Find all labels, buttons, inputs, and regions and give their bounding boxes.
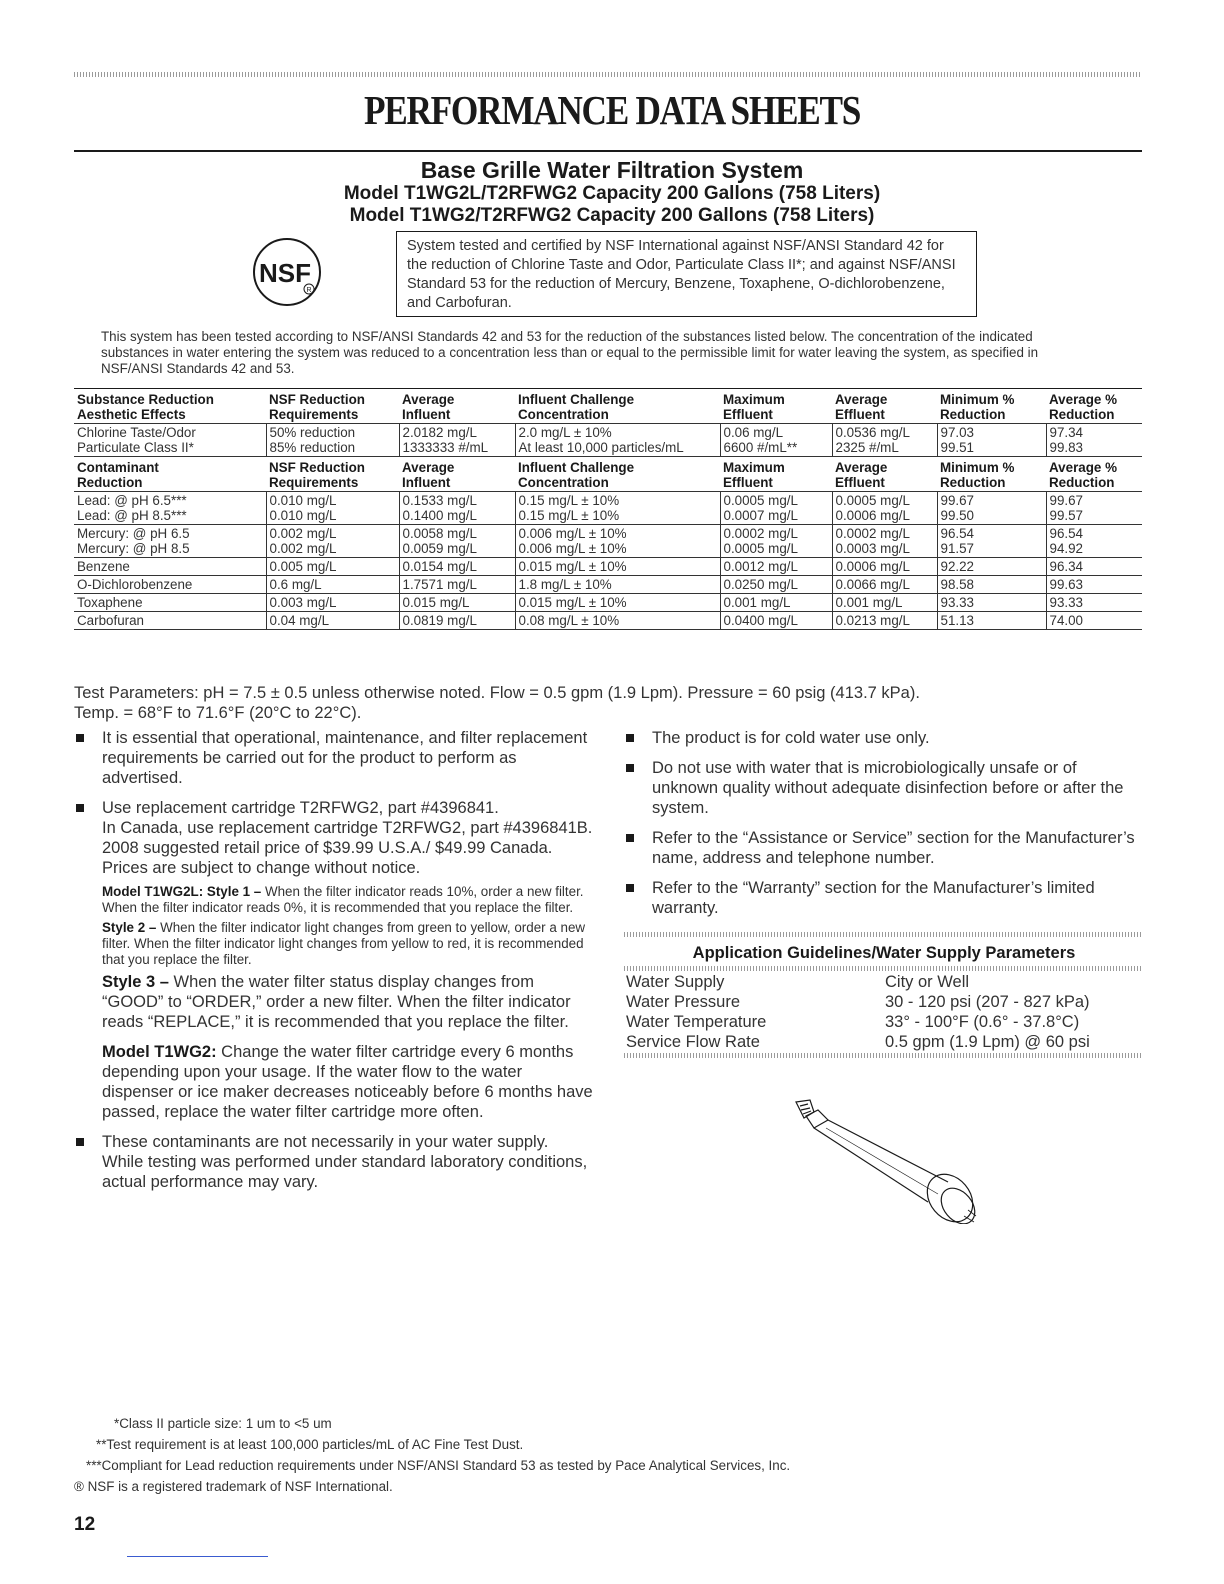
table-cell: 98.58 — [937, 576, 1046, 594]
table-cell: 0.0536 mg/L 2325 #/mL — [832, 424, 937, 457]
footnote-2: **Test requirement is at least 100,000 particles/mL of AC Fine Test Dust. — [96, 1437, 524, 1452]
table-cell: 0.1533 mg/L 0.1400 mg/L — [399, 492, 515, 525]
table-cell: Carbofuran — [74, 612, 266, 630]
style1-text: When the filter indicator reads 10%, order a new filter. When the filter indicator reads 0%, it is recommended that you replace the filter. — [102, 884, 584, 915]
test-parameters-line-1: Test Parameters: pH = 7.5 ± 0.5 unless otherwise noted. Flow = 0.5 gpm (1.9 Lpm). Pressure = 60 psig (413.7 kPa). — [74, 684, 920, 702]
bullet-item — [624, 878, 1144, 918]
table-header-cell: Contaminant Reduction — [74, 457, 266, 492]
table-cell: 0.015 mg/L ± 10% — [515, 594, 720, 612]
table-cell: 1.7571 mg/L — [399, 576, 515, 594]
table-cell: 0.0005 mg/L 0.0007 mg/L — [720, 492, 832, 525]
table-cell: 99.67 99.57 — [1046, 492, 1142, 525]
table-cell: 0.0400 mg/L — [720, 612, 832, 630]
bullet-square-icon — [76, 804, 84, 812]
application-table — [626, 972, 1142, 1052]
table-row — [74, 576, 1142, 594]
param-value: 30 - 120 psi (207 - 827 kPa) — [885, 993, 1090, 1011]
table-cell: 0.005 mg/L — [266, 558, 399, 576]
table-header-cell: NSF Reduction Requirements — [266, 457, 399, 492]
table-cell: 0.015 mg/L — [399, 594, 515, 612]
bullet-text: Refer to the “Warranty” section for the Manufacturer’s limited warranty. — [652, 879, 1095, 917]
svg-text:R: R — [306, 287, 312, 294]
table-row — [74, 424, 1142, 457]
table-cell: 74.00 — [1046, 612, 1142, 630]
table-header-cell: Influent Challenge Concentration — [515, 457, 720, 492]
table-cell: 0.0005 mg/L 0.0006 mg/L — [832, 492, 937, 525]
table-header-cell: Maximum Effluent — [720, 457, 832, 492]
style3-note — [102, 972, 594, 1032]
table-row — [626, 972, 1142, 992]
table-header-row — [74, 389, 1142, 424]
bullet-text: Use replacement cartridge T2RFWG2, part #4396841. — [102, 799, 499, 817]
table-cell: 96.54 94.92 — [1046, 525, 1142, 558]
bullet-square-icon — [626, 734, 634, 742]
table-cell: 0.6 mg/L — [266, 576, 399, 594]
table-header-cell: Average Effluent — [832, 457, 937, 492]
table-cell: 0.0002 mg/L 0.0003 mg/L — [832, 525, 937, 558]
top-hatch-rule — [74, 72, 1142, 77]
table-cell: 99.63 — [1046, 576, 1142, 594]
table-header-cell: Maximum Effluent — [720, 389, 832, 424]
table-cell: 99.67 99.50 — [937, 492, 1046, 525]
nsf-certification-box: System tested and certified by NSF International against NSF/ANSI Standard 42 for the reduction of Chlorine Taste and Odor, Particulate Class II*; and against NSF/ANSI Standard 53 for the reduction of Mercury, Benzene, Toxaphene, O-dichlorobenzene, and Carbofuran. — [396, 231, 977, 317]
bullet-square-icon — [626, 834, 634, 842]
table-cell: 0.0058 mg/L 0.0059 mg/L — [399, 525, 515, 558]
table-cell: 51.13 — [937, 612, 1046, 630]
bullet-item — [74, 728, 594, 788]
style2-label: Style 2 – — [102, 920, 161, 935]
table-header-row — [74, 457, 1142, 492]
bullet-item — [624, 728, 1144, 748]
param-value: 33° - 100°F (0.6° - 37.8°C) — [885, 1013, 1080, 1031]
table-header-cell: NSF Reduction Requirements — [266, 389, 399, 424]
table-row — [74, 525, 1142, 558]
bullet-text: In Canada, use replacement cartridge T2RFWG2, part #4396841B. 2008 suggested retail price of $39.99 U.S.A./ $49.99 Canada. Prices are subject to change without notice. — [102, 819, 593, 877]
table-cell: 1.8 mg/L ± 10% — [515, 576, 720, 594]
param-label: Water Temperature — [626, 1013, 767, 1031]
table-cell: 97.34 99.83 — [1046, 424, 1142, 457]
style1-label: Model T1WG2L: Style 1 – — [102, 884, 265, 899]
application-mid-hatch — [624, 966, 1142, 971]
table-cell: 0.0002 mg/L 0.0005 mg/L — [720, 525, 832, 558]
bullet-text: Do not use with water that is microbiologically unsafe or of unknown quality without adequate disinfection before or after the system. — [652, 759, 1124, 817]
table-header-cell: Substance Reduction Aesthetic Effects — [74, 389, 266, 424]
table-cell: 0.0066 mg/L — [832, 576, 937, 594]
table-cell: 0.0012 mg/L — [720, 558, 832, 576]
table-header-cell: Average % Reduction — [1046, 457, 1142, 492]
table-header-cell: Influent Challenge Concentration — [515, 389, 720, 424]
table-row — [626, 1032, 1142, 1052]
table-cell: 0.010 mg/L 0.010 mg/L — [266, 492, 399, 525]
table-header-cell: Minimum % Reduction — [937, 389, 1046, 424]
table-cell: 0.08 mg/L ± 10% — [515, 612, 720, 630]
test-parameters — [74, 683, 1154, 723]
table-cell: 96.54 91.57 — [937, 525, 1046, 558]
table-cell: 0.006 mg/L ± 10% 0.006 mg/L ± 10% — [515, 525, 720, 558]
table-cell: Lead: @ pH 6.5*** Lead: @ pH 8.5*** — [74, 492, 266, 525]
table-cell: Mercury: @ pH 6.5 Mercury: @ pH 8.5 — [74, 525, 266, 558]
t1wg2-note — [102, 1042, 594, 1122]
table-cell: Chlorine Taste/Odor Particulate Class II* — [74, 424, 266, 457]
table-row — [626, 1012, 1142, 1032]
table-header-cell: Minimum % Reduction — [937, 457, 1046, 492]
table-cell: 0.015 mg/L ± 10% — [515, 558, 720, 576]
bullet-square-icon — [76, 1138, 84, 1146]
style2-note — [102, 920, 594, 968]
style1-note — [102, 884, 594, 916]
style3-text: When the water filter status display changes from “GOOD” to “ORDER,” order a new filter. When the filter indicator reads “REPLACE,” it is recommended that you replace the filter. — [102, 973, 571, 1031]
footnotes — [74, 1413, 1074, 1497]
bullet-item — [624, 758, 1144, 818]
table-header-cell: Average Influent — [399, 457, 515, 492]
water-filter-cartridge-image — [788, 1098, 998, 1224]
style2-text: When the filter indicator light changes from green to yellow, order a new filter. When the filter indicator light changes from yellow to red, it is recommended that you replace the filter. — [102, 920, 586, 967]
table-cell: 0.04 mg/L — [266, 612, 399, 630]
bullet-text: It is essential that operational, maintenance, and filter replacement requirements be carried out for the product to perform as advertised. — [102, 729, 588, 787]
bullet-item — [74, 798, 594, 1122]
table-cell: 0.001 mg/L — [832, 594, 937, 612]
model-line-2: Model T1WG2/T2RFWG2 Capacity 200 Gallons (758 Liters) — [349, 205, 875, 226]
table-cell: Toxaphene — [74, 594, 266, 612]
page-number: 12 — [74, 1514, 96, 1535]
table-cell: 2.0 mg/L ± 10% At least 10,000 particles/mL — [515, 424, 720, 457]
footnote-4: ® NSF is a registered trademark of NSF International. — [74, 1479, 393, 1494]
bullet-item — [624, 828, 1144, 868]
table-cell: 97.03 99.51 — [937, 424, 1046, 457]
table-row — [74, 612, 1142, 630]
page-title: PERFORMANCE DATA SHEETS — [363, 87, 861, 133]
bullet-square-icon — [626, 884, 634, 892]
right-column — [624, 728, 1144, 928]
table-cell: 0.0154 mg/L — [399, 558, 515, 576]
table-cell: 0.15 mg/L ± 10% 0.15 mg/L ± 10% — [515, 492, 720, 525]
application-top-hatch — [624, 932, 1142, 937]
bullet-text: These contaminants are not necessarily in your water supply. While testing was performed under standard laboratory conditions, actual performance may vary. — [102, 1133, 588, 1191]
table-cell: 96.34 — [1046, 558, 1142, 576]
table-cell: 0.003 mg/L — [266, 594, 399, 612]
table-row — [74, 594, 1142, 612]
table-cell: 2.0182 mg/L 1333333 #/mL — [399, 424, 515, 457]
left-column — [74, 728, 594, 1202]
table-cell: 0.0819 mg/L — [399, 612, 515, 630]
intro-paragraph: This system has been tested according to NSF/ANSI Standards 42 and 53 for the reduction of the substances listed below. The concentration of the indicated substances in water entering the system was reduced to a concentration less than or equal to the permissible limit for water leaving the system, as specified in NSF/ANSI Standards 42 and 53. — [101, 329, 1039, 376]
table-cell: 0.06 mg/L 6600 #/mL** — [720, 424, 832, 457]
nsf-logo-text: NSF — [259, 258, 311, 288]
bullet-item — [74, 1132, 594, 1192]
footnote-1: *Class II particle size: 1 um to <5 um — [114, 1416, 332, 1431]
bullet-square-icon — [76, 734, 84, 742]
product-subtitle: Base Grille Water Filtration System — [420, 157, 804, 183]
nsf-logo-icon — [252, 237, 322, 307]
param-label: Water Supply — [626, 973, 725, 991]
param-label: Water Pressure — [626, 993, 741, 1011]
param-value: 0.5 gpm (1.9 Lpm) @ 60 psi — [885, 1033, 1090, 1051]
bullet-square-icon — [626, 764, 634, 772]
title-underline — [74, 150, 1142, 152]
style3-label: Style 3 – — [102, 973, 174, 991]
param-label: Service Flow Rate — [626, 1033, 760, 1051]
table-cell: O-Dichlorobenzene — [74, 576, 266, 594]
table-header-cell: Average % Reduction — [1046, 389, 1142, 424]
table-cell: 50% reduction 85% reduction — [266, 424, 399, 457]
table-row — [74, 558, 1142, 576]
application-bottom-hatch — [624, 1053, 1142, 1058]
table-cell: 0.0250 mg/L — [720, 576, 832, 594]
table-cell: 0.0006 mg/L — [832, 558, 937, 576]
table-cell: 92.22 — [937, 558, 1046, 576]
table-cell: Benzene — [74, 558, 266, 576]
table-cell: 0.0213 mg/L — [832, 612, 937, 630]
bottom-line — [127, 1556, 268, 1557]
table-row — [626, 992, 1142, 1012]
table-cell: 0.001 mg/L — [720, 594, 832, 612]
bullet-text: Refer to the “Assistance or Service” section for the Manufacturer’s name, address and telephone number. — [652, 829, 1135, 867]
performance-table — [74, 388, 1142, 630]
footnote-3: ***Compliant for Lead reduction requirements under NSF/ANSI Standard 53 as tested by Pace Analytical Services, Inc. — [86, 1458, 791, 1473]
application-guidelines-title: Application Guidelines/Water Supply Parameters — [692, 944, 1076, 962]
table-header-cell: Average Influent — [399, 389, 515, 424]
t1wg2-label: Model T1WG2: — [102, 1043, 222, 1061]
table-cell: 93.33 — [937, 594, 1046, 612]
model-line-1: Model T1WG2L/T2RFWG2 Capacity 200 Gallons (758 Liters) — [343, 183, 881, 204]
table-cell: 0.002 mg/L 0.002 mg/L — [266, 525, 399, 558]
t1wg2-text: Change the water filter cartridge every 6 months depending upon your usage. If the water flow to the water dispenser or ice maker decreases noticeably before 6 months have passed, replace the water filter cartridge more often. — [102, 1043, 593, 1121]
table-row — [74, 492, 1142, 525]
bullet-text: The product is for cold water use only. — [652, 729, 930, 747]
table-header-cell: Average Effluent — [832, 389, 937, 424]
table-cell: 93.33 — [1046, 594, 1142, 612]
test-parameters-line-2: Temp. = 68°F to 71.6°F (20°C to 22°C). — [74, 704, 362, 722]
param-value: City or Well — [885, 973, 970, 991]
